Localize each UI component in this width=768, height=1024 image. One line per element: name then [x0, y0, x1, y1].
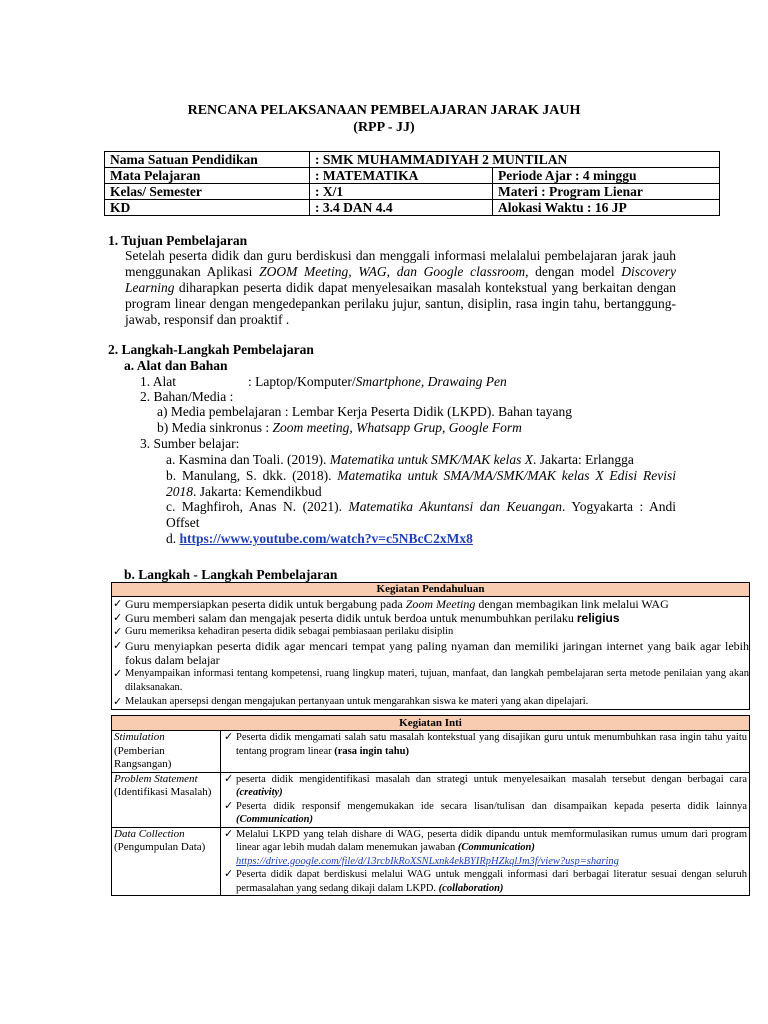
source-c	[166, 499, 676, 531]
text-run: (Communication)	[457, 842, 535, 853]
text-run: Problem Statement	[114, 772, 198, 785]
inti-steps	[112, 731, 749, 895]
table-cell: Kelas/ Semester	[105, 184, 310, 200]
text-run: : Laptop/Komputer/	[248, 374, 356, 389]
text-run: Data Collection	[114, 827, 185, 840]
inti-table	[111, 715, 750, 896]
list-item	[223, 868, 747, 895]
text-run: b) Media sinkronus :	[157, 420, 273, 435]
text-run: Zoom Meeting	[405, 597, 476, 611]
list-item	[112, 639, 749, 667]
list-item	[112, 667, 749, 695]
list-item	[223, 731, 747, 758]
source-d	[166, 531, 473, 547]
text-run: Setelah peserta didik dan guru berdiskusi dan menggali informasi melalalui pembelajaran jarak jauh menggunakan Aplikasi	[125, 248, 676, 279]
checkmark-icon: ✓	[113, 598, 123, 610]
text-run: (Identifikasi Masalah)	[114, 786, 212, 798]
checkmark-icon: ✓	[113, 696, 123, 708]
checkmark-icon: ✓	[224, 868, 234, 880]
step-label-problem-statement	[112, 772, 221, 827]
text-run: Discovery Learning	[125, 264, 676, 295]
section-heading-langkah: 2. Langkah-Langkah Pembelajaran	[108, 342, 314, 357]
list-item	[223, 800, 747, 827]
text-run: (Communication)	[236, 814, 314, 825]
text-run: c. Maghfiroh, Anas N. (2021).	[166, 499, 349, 514]
list-item	[112, 597, 749, 611]
step-label-data-collection	[112, 827, 221, 895]
text-run: Zoom meeting, Whatsapp Grup, Google Form	[272, 420, 522, 435]
checkmark-icon: ✓	[224, 731, 234, 743]
table-cell: : 3.4 DAN 4.4	[310, 200, 493, 216]
step-label-stimulation	[112, 731, 221, 772]
step-content	[221, 772, 750, 827]
text-run: Peserta didik dapat berdiskusi melalui WAG untuk menggali informasi dari berbagai literatur sesuai dengan seluruh permasalahan yang sedang dikaji dalam LKPD.	[236, 869, 747, 894]
text-run: ZOOM Meeting, WAG, dan Google classroom	[259, 264, 526, 279]
list-item	[112, 625, 749, 639]
text-run: Smartphone, Drawaing Pen	[355, 374, 507, 389]
alat-label: 1. Alat	[140, 374, 176, 389]
table-row	[105, 184, 720, 200]
text-run: Guru menyiapkan peserta didik agar mencari tempat yang paling nyaman dan memiliki jaringan internet yang baik agar lebih fokus dalam belajar	[125, 639, 749, 667]
text-run: (Pemberian Rangsangan)	[114, 744, 172, 770]
section-heading-tujuan: 1. Tujuan Pembelajaran	[108, 233, 248, 248]
text-run: Peserta didik mengamati salah satu masalah kontekstual yang disajikan guru untuk menumbuhkan rasa ingin tahu yaitu tentang program linear	[236, 732, 747, 757]
subheading-langkah: b. Langkah - Langkah Pembelajaran	[124, 567, 338, 582]
table-cell: : MATEMATIKA	[310, 168, 493, 184]
step-content	[221, 731, 750, 772]
checkmark-icon: ✓	[224, 799, 234, 812]
table-cell: Periode Ajar : 4 minggu	[493, 168, 720, 184]
bahan-label: 2. Bahan/Media :	[140, 389, 234, 404]
checkmark-icon: ✓	[113, 626, 123, 638]
document-title: RENCANA PELAKSANAAN PEMBELAJARAN JARAK JAUH	[187, 103, 581, 118]
table-row	[105, 168, 720, 184]
table-row	[112, 731, 749, 772]
text-run: d.	[166, 531, 180, 546]
text-run: Stimulation	[114, 731, 165, 743]
checkmark-icon: ✓	[224, 772, 234, 785]
step-content	[221, 827, 750, 895]
source-b	[166, 468, 676, 500]
text-run: . Yogyakarta : Andi Offset	[166, 499, 676, 530]
list-item	[112, 611, 749, 625]
subheading-alat-bahan: a. Alat dan Bahan	[124, 358, 228, 373]
text-run: peserta didik mengidentifikasi masalah dan strategi untuk menyelesaikan masalah tersebut dengan berbagai cara	[236, 773, 747, 785]
source-a	[166, 452, 634, 468]
lkpd-drive-link[interactable]: https://drive.google.com/file/d/13rcbIkRoXSNLxnk4ekBYIRpHZkqlJm3f/view?usp=sharing	[236, 855, 619, 867]
alat-value	[248, 374, 507, 390]
text-run: Melaukan apersepsi dengan mengajukan pertanyaan untuk mengarahkan siswa ke materi yang akan dipelajari.	[125, 696, 589, 707]
checkmark-icon: ✓	[224, 827, 234, 840]
table-row	[112, 827, 749, 895]
identity-table	[104, 151, 720, 216]
text-run: Matematika untuk SMA/MA/SMK/MAK kelas X Edisi Revisi 2018	[166, 468, 676, 499]
text-run: a. Kasmina dan Toali. (2019).	[166, 452, 330, 467]
text-run: Guru memeriksa kehadiran peserta didik sebagai pembiasaan perilaku disiplin	[125, 626, 454, 637]
text-run: diharapkan peserta didik dapat menyelesaikan masalah kontekstual yang berkaitan dengan program linear dengan mengedepankan perilaku jujur, santun, disiplin, rasa ingin tahu, bertanggung-jawab, responsif dan proaktif .	[125, 280, 676, 327]
text-run: (collaboration)	[438, 882, 504, 894]
checkmark-icon: ✓	[113, 612, 123, 624]
text-run: Menyampaikan informasi tentang kompetensi, ruang lingkup materi, tujuan, manfaat, dan langkah pembelajaran serta metode penilaian yang akan dilaksanakan.	[125, 668, 749, 693]
table-cell: KD	[105, 200, 310, 216]
text-run: religius	[576, 611, 620, 625]
text-run: Matematika Akuntansi dan Keuangan	[348, 499, 562, 514]
text-run: Peserta didik responsif mengemukakan ide secara lisan/tulisan dan disampaikan kepada peserta didik lainnya	[236, 800, 747, 812]
table-cell: Mata Pelajaran	[105, 168, 310, 184]
list-item	[223, 828, 747, 869]
text-run: , dengan model	[525, 264, 622, 279]
text-run: Matematika untuk SMK/MAK kelas X	[329, 452, 533, 467]
table-cell: : X/1	[310, 184, 493, 200]
text-run: Melalui LKPD yang telah dishare di WAG, peserta didik dipandu untuk memformulasikan rumus umum dari program linear agar lebih mudah dalam menemukan jawaban	[236, 828, 747, 853]
bahan-item-a: a) Media pembelajaran : Lembar Kerja Peserta Didik (LKPD). Bahan tayang	[157, 404, 572, 419]
tujuan-paragraph	[125, 248, 676, 328]
pendahuluan-heading: Kegiatan Pendahuluan	[112, 583, 749, 597]
inti-heading: Kegiatan Inti	[112, 716, 749, 731]
text-run: (creativity)	[236, 787, 283, 798]
table-row	[112, 772, 749, 827]
youtube-link[interactable]: https://www.youtube.com/watch?v=c5NBcC2xMx8	[179, 531, 473, 546]
text-run: (rasa ingin tahu)	[334, 745, 409, 757]
checkmark-icon: ✓	[113, 668, 123, 680]
text-run: Guru mempersiapkan peserta didik untuk bergabung pada	[125, 597, 406, 611]
sumber-label: 3. Sumber belajar:	[140, 436, 240, 451]
list-item	[223, 773, 747, 800]
table-cell: Nama Satuan Pendidikan	[105, 152, 310, 168]
text-run: b. Manulang, S. dkk. (2018).	[166, 468, 338, 483]
table-row	[105, 200, 720, 216]
checkmark-icon: ✓	[113, 640, 123, 652]
document-subtitle: (RPP - JJ)	[353, 120, 415, 135]
text-run: . Jakarta: Kemendikbud	[193, 484, 322, 499]
pendahuluan-table	[111, 582, 750, 710]
table-row	[105, 152, 720, 168]
text-run: (Pengumpulan Data)	[114, 841, 206, 853]
text-run: Guru memberi salam dan mengajak peserta didik untuk berdoa untuk menumbuhkan perilaku	[125, 611, 577, 625]
table-cell: Alokasi Waktu : 16 JP	[493, 200, 720, 216]
text-run: . Jakarta: Erlangga	[533, 452, 634, 467]
table-cell: Materi : Program Lienar	[493, 184, 720, 200]
bahan-item-b	[157, 420, 522, 436]
table-cell: : SMK MUHAMMADIYAH 2 MUNTILAN	[310, 152, 720, 168]
text-run: dengan membagikan link melalui WAG	[475, 597, 669, 611]
list-item	[112, 695, 749, 709]
